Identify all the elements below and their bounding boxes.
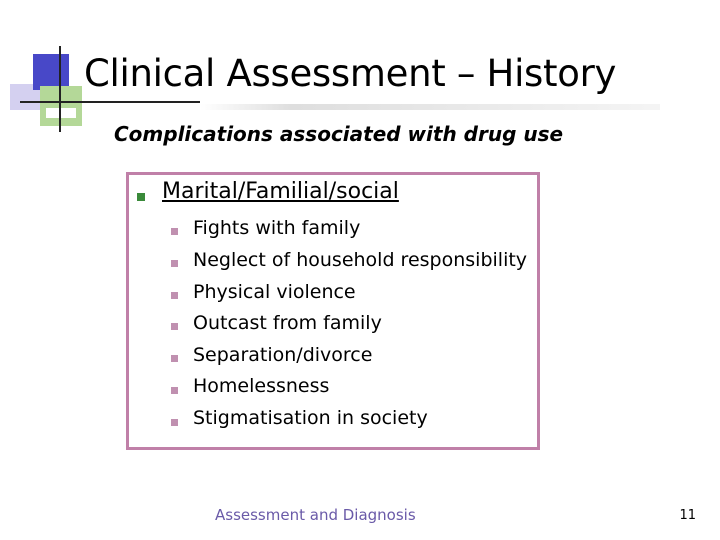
sub-bullet-text: Fights with family — [193, 217, 361, 239]
footer-text: Assessment and Diagnosis — [215, 506, 416, 524]
decor-square-blue — [33, 54, 69, 90]
sub-bullet-text: Separation/divorce — [193, 344, 373, 366]
title-underline-shadow — [200, 104, 660, 110]
sub-bullet-icon — [171, 355, 178, 362]
sub-bullet-text: Stigmatisation in society — [193, 407, 428, 429]
sub-bullet-text: Neglect of household responsibility — [193, 249, 528, 271]
slide-title: Clinical Assessment – History — [84, 52, 617, 95]
sub-bullet-icon — [171, 387, 178, 394]
page-number: 11 — [679, 508, 696, 523]
sub-bullet-text: Outcast from family — [193, 312, 382, 334]
decor-vertical-line — [59, 46, 61, 132]
bullet-icon — [137, 193, 145, 201]
sub-bullet-icon — [171, 323, 178, 330]
sub-bullet-icon — [171, 292, 178, 299]
main-bullet-text: Marital/Familial/social — [162, 179, 399, 204]
sub-bullet-text: Physical violence — [193, 281, 356, 303]
slide-subtitle: Complications associated with drug use — [114, 122, 564, 146]
decor-square-white — [46, 108, 76, 118]
sub-bullet-icon — [171, 260, 178, 267]
decor-square-green — [40, 86, 82, 126]
sub-bullet-icon — [171, 419, 178, 426]
sub-bullet-icon — [171, 228, 178, 235]
sub-bullet-text: Homelessness — [193, 375, 330, 397]
decor-horizontal-line — [20, 101, 200, 103]
